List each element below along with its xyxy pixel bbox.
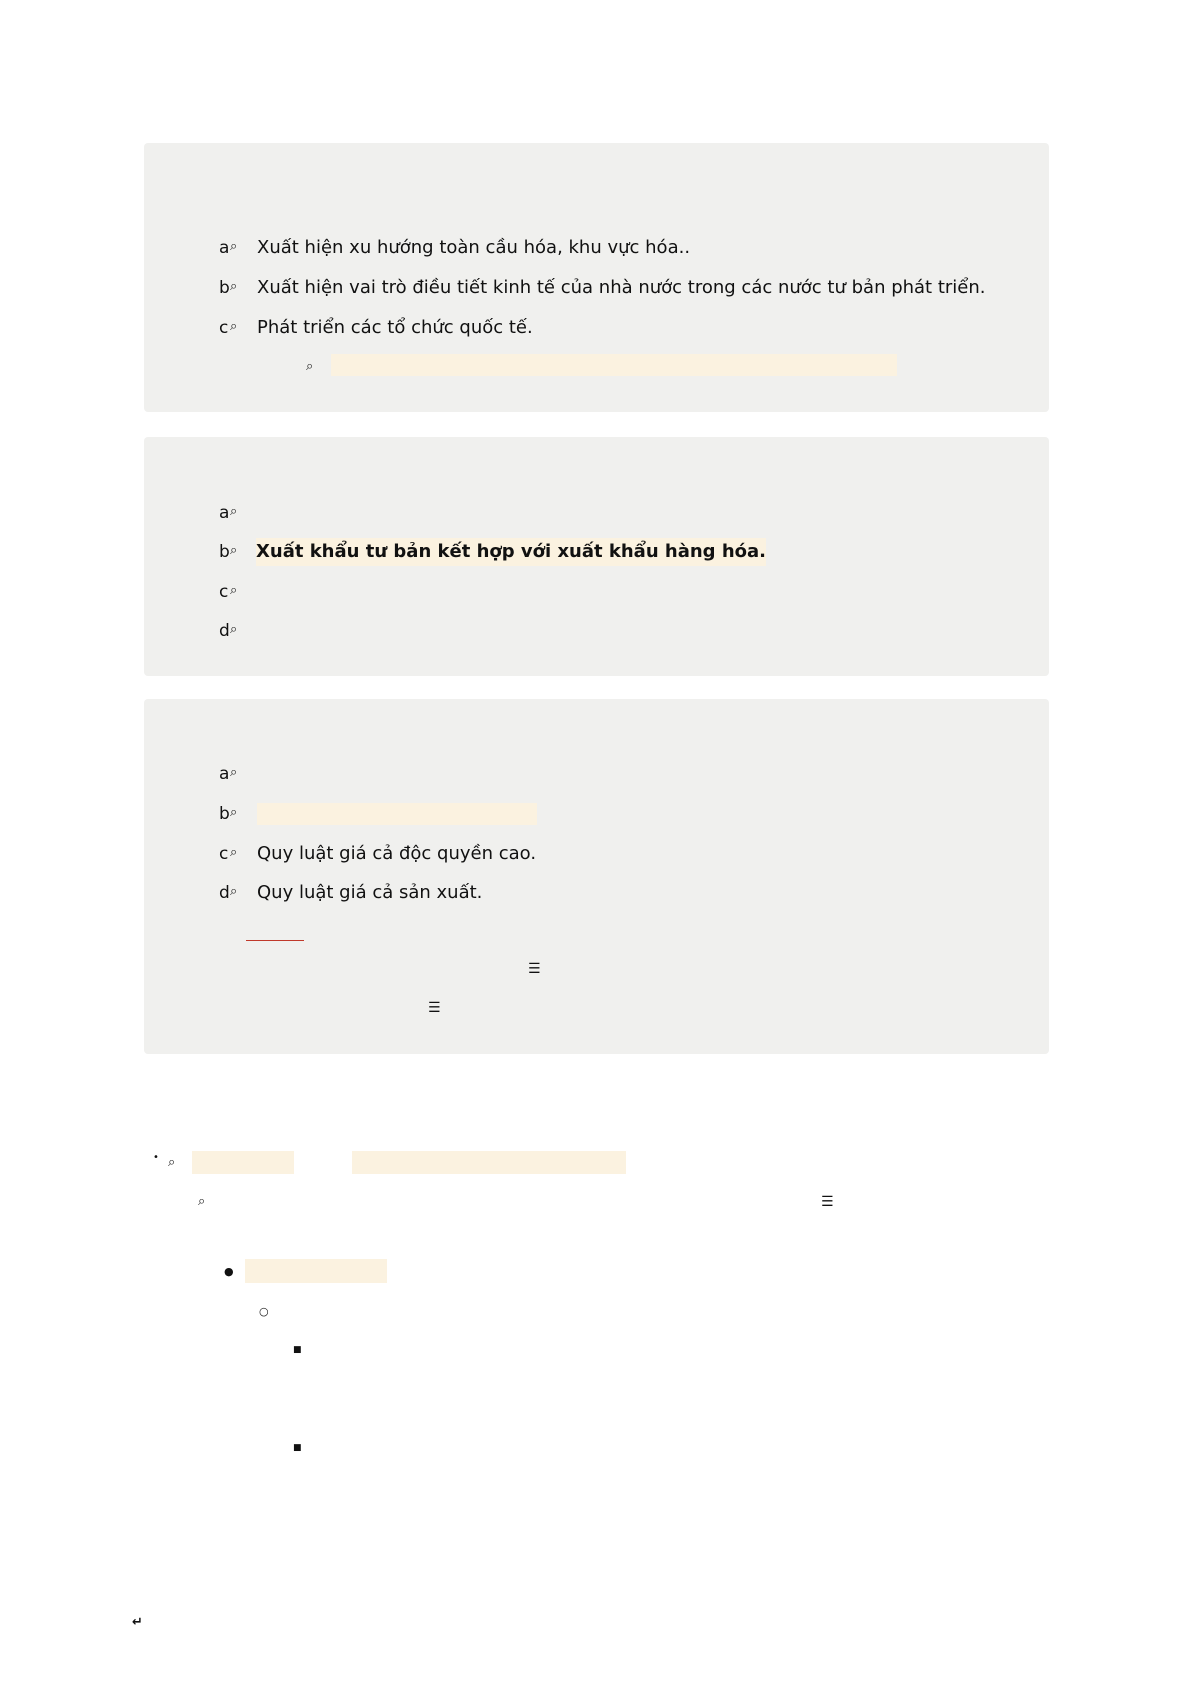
list-icon[interactable]: ☰ [528, 961, 540, 977]
option-text: Quy luật giá cả sản xuất. [257, 882, 483, 903]
magnifier-icon: ⌕ [230, 504, 238, 519]
highlighted-text-bar [245, 1259, 387, 1283]
list-icon[interactable]: ☰ [821, 1194, 833, 1210]
option-a[interactable] [219, 234, 1039, 262]
square-bullet-icon: ■ [293, 1443, 302, 1453]
option-a[interactable] [219, 760, 1039, 788]
option-text: Phát triển các tổ chức quốc tế. [257, 317, 533, 338]
magnifier-icon: ⌕ [230, 884, 238, 899]
option-c[interactable] [219, 578, 1039, 606]
magnifier-icon: ⌕ [230, 845, 238, 860]
option-letter: a [219, 238, 230, 258]
option-text: Xuất hiện xu hướng toàn cầu hóa, khu vực hóa.. [257, 237, 691, 258]
magnifier-icon: ⌕ [230, 622, 238, 637]
option-c[interactable] [219, 840, 1039, 868]
highlighted-text-bar [192, 1151, 294, 1174]
magnifier-icon: ⌕ [168, 1155, 176, 1170]
option-letter: d [219, 621, 230, 641]
option-d[interactable] [219, 354, 1039, 382]
magnifier-icon: ⌕ [306, 359, 314, 374]
question-card-3 [144, 699, 1049, 1054]
magnifier-icon: ⌕ [198, 1194, 206, 1209]
return-icon: ↵ [132, 1615, 143, 1630]
option-c[interactable] [219, 314, 1039, 342]
option-letter: a [219, 764, 230, 784]
highlighted-answer-bar [331, 354, 897, 376]
option-letter: b [219, 542, 230, 562]
red-underline [246, 940, 304, 941]
option-letter: b [219, 804, 230, 824]
square-bullet-icon: ■ [293, 1345, 302, 1355]
magnifier-icon: ⌕ [230, 279, 238, 294]
option-b[interactable] [219, 538, 1039, 566]
option-d[interactable] [219, 879, 1039, 907]
option-b[interactable] [219, 274, 1039, 302]
option-letter: c [219, 582, 229, 602]
bullet-disc: ● [224, 1265, 234, 1278]
option-letter: b [219, 278, 230, 298]
circle-bullet-icon: ○ [259, 1305, 269, 1318]
option-letter: d [219, 883, 230, 903]
magnifier-icon: ⌕ [230, 805, 238, 820]
option-a[interactable] [219, 499, 1039, 527]
option-letter: c [219, 318, 229, 338]
bullet-dot: • [153, 1152, 159, 1163]
highlighted-text-bar [352, 1151, 626, 1174]
magnifier-icon: ⌕ [230, 319, 238, 334]
highlighted-answer-bar [257, 803, 537, 825]
option-text-correct: Xuất khẩu tư bản kết hợp với xuất khẩu hàng hóa. [256, 538, 766, 566]
option-b[interactable] [219, 800, 1039, 828]
option-text: Quy luật giá cả độc quyền cao. [257, 843, 537, 864]
question-card-2 [144, 437, 1049, 676]
magnifier-icon: ⌕ [230, 239, 238, 254]
magnifier-icon: ⌕ [230, 765, 238, 780]
option-letter: c [219, 844, 229, 864]
magnifier-icon: ⌕ [230, 583, 238, 598]
question-card-1 [144, 143, 1049, 412]
option-d[interactable] [219, 617, 1039, 645]
option-letter: a [219, 503, 230, 523]
magnifier-icon: ⌕ [230, 543, 238, 558]
option-text: Xuất hiện vai trò điều tiết kinh tế của nhà nước trong các nước tư bản phát triển. [257, 277, 986, 298]
list-icon[interactable]: ☰ [428, 1000, 440, 1016]
